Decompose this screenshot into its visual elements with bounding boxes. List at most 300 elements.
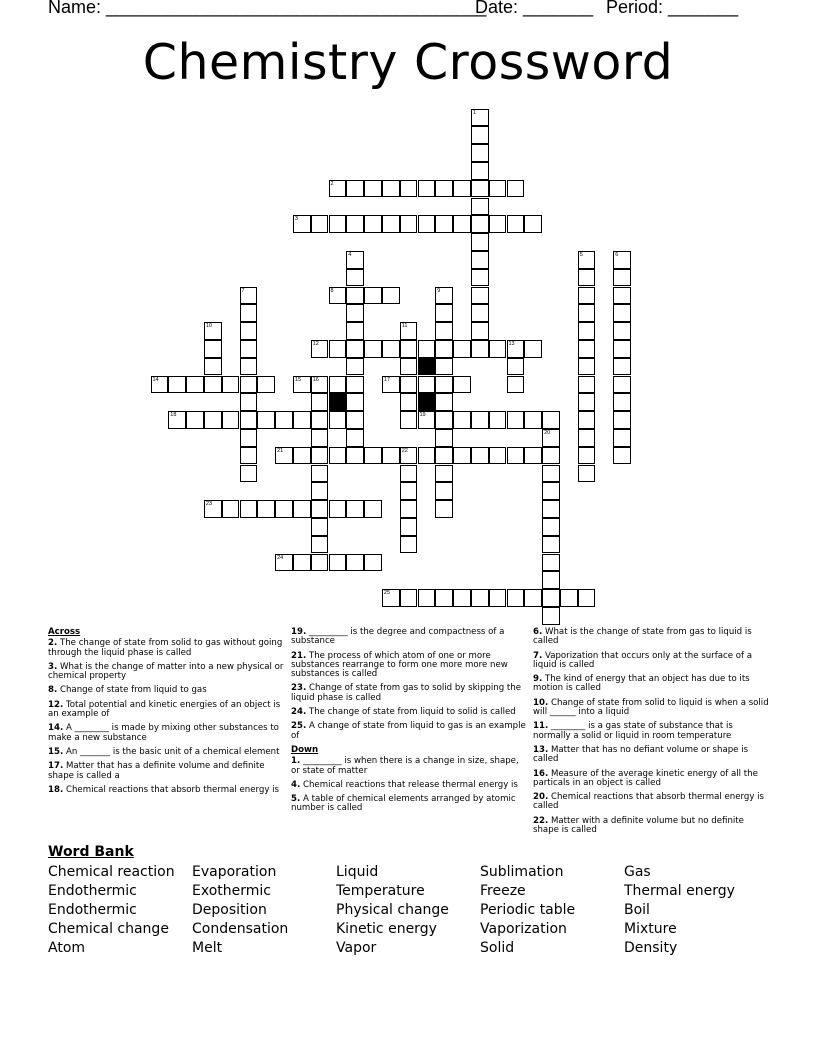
- grid-cell[interactable]: [578, 376, 596, 394]
- grid-cell[interactable]: [542, 571, 560, 589]
- grid-cell[interactable]: [578, 429, 596, 447]
- grid-cell[interactable]: [471, 251, 489, 269]
- grid-cell[interactable]: [346, 500, 364, 518]
- grid-cell[interactable]: [507, 358, 525, 376]
- word-bank-word: Chemical change: [48, 921, 169, 937]
- grid-cell[interactable]: [418, 215, 436, 233]
- grid-cell[interactable]: [222, 376, 240, 394]
- word-bank-word: Condensation: [192, 921, 289, 937]
- grid-cell[interactable]: [400, 482, 418, 500]
- grid-cell[interactable]: [613, 251, 631, 269]
- clue-number-label: 21.: [291, 650, 307, 661]
- clue-item: [533, 675, 769, 694]
- clue-number-label: 1.: [291, 756, 301, 767]
- grid-cell[interactable]: [275, 554, 293, 572]
- clue-item: [291, 684, 527, 703]
- grid-cell[interactable]: [418, 340, 436, 358]
- grid-cell[interactable]: [186, 376, 204, 394]
- grid-cell[interactable]: [507, 447, 525, 465]
- clue-text: Chemical reactions that absorb thermal energy is called: [533, 792, 765, 812]
- clue-number: 5: [579, 251, 583, 258]
- grid-cell[interactable]: [471, 215, 489, 233]
- grid-cell[interactable]: [329, 500, 347, 518]
- grid-cell[interactable]: [311, 536, 329, 554]
- grid-cell[interactable]: [329, 215, 347, 233]
- grid-cell[interactable]: [382, 589, 400, 607]
- grid-cell[interactable]: [400, 376, 418, 394]
- grid-cell[interactable]: [578, 589, 596, 607]
- grid-cell[interactable]: [507, 215, 525, 233]
- grid-cell[interactable]: [435, 340, 453, 358]
- grid-cell[interactable]: [435, 358, 453, 376]
- grid-cell[interactable]: [489, 340, 507, 358]
- grid-cell[interactable]: [311, 518, 329, 536]
- grid-cell[interactable]: [275, 411, 293, 429]
- grid-cell[interactable]: [524, 447, 542, 465]
- grid-cell[interactable]: [364, 340, 382, 358]
- grid-cell[interactable]: [257, 411, 275, 429]
- grid-cell[interactable]: [435, 429, 453, 447]
- grid-cell[interactable]: [560, 589, 578, 607]
- grid-cell[interactable]: [275, 447, 293, 465]
- grid-cell[interactable]: [311, 554, 329, 572]
- grid-cell[interactable]: [364, 287, 382, 305]
- clue-item: [48, 639, 284, 658]
- grid-cell[interactable]: [435, 411, 453, 429]
- grid-cell[interactable]: [204, 411, 222, 429]
- grid-cell[interactable]: [613, 411, 631, 429]
- grid-cell[interactable]: [400, 322, 418, 340]
- grid-cell[interactable]: [400, 215, 418, 233]
- grid-cell[interactable]: [613, 393, 631, 411]
- grid-cell[interactable]: [578, 358, 596, 376]
- clue-text: What is the change of state from gas to liquid is called: [533, 627, 752, 647]
- grid-cell[interactable]: [418, 447, 436, 465]
- grid-cell[interactable]: [471, 233, 489, 251]
- grid-cell[interactable]: [613, 287, 631, 305]
- clue-text: The kind of energy that an object has due to its motion is called: [533, 674, 750, 694]
- grid-cell[interactable]: [204, 376, 222, 394]
- black-square: [418, 358, 436, 376]
- clue-number-label: 7.: [533, 650, 543, 661]
- clue-number-label: 19.: [291, 627, 307, 637]
- grid-cell[interactable]: [435, 393, 453, 411]
- down-heading: Down: [291, 744, 319, 755]
- grid-cell[interactable]: [578, 411, 596, 429]
- grid-cell[interactable]: [240, 358, 258, 376]
- grid-cell[interactable]: [346, 287, 364, 305]
- grid-cell[interactable]: [524, 411, 542, 429]
- grid-cell[interactable]: [400, 447, 418, 465]
- grid-cell[interactable]: [346, 180, 364, 198]
- grid-cell[interactable]: [453, 589, 471, 607]
- clue-text: A table of chemical elements arranged by atomic number is called: [291, 794, 516, 814]
- grid-cell[interactable]: [364, 500, 382, 518]
- grid-cell[interactable]: [240, 340, 258, 358]
- across-heading: Across: [48, 627, 81, 637]
- grid-cell[interactable]: [400, 340, 418, 358]
- grid-cell[interactable]: [346, 340, 364, 358]
- clue-item: [48, 786, 284, 795]
- word-bank-word: Freeze: [480, 883, 526, 899]
- grid-cell[interactable]: [382, 340, 400, 358]
- clue-text: An _______ is the basic unit of a chemical element: [63, 746, 280, 757]
- clue-number-label: 15.: [48, 746, 64, 757]
- clue-item: [48, 724, 284, 743]
- grid-cell[interactable]: [346, 447, 364, 465]
- grid-cell[interactable]: [524, 589, 542, 607]
- grid-cell[interactable]: [542, 536, 560, 554]
- clue-text: Total potential and kinetic energies of an object is an example of: [48, 699, 281, 720]
- grid-cell[interactable]: [346, 322, 364, 340]
- clue-text: ________ is a gas state of substance that is normally a solid or liquid in room temperature: [533, 721, 733, 741]
- word-bank-column: [624, 863, 735, 958]
- grid-cell[interactable]: [400, 393, 418, 411]
- grid-cell[interactable]: [400, 180, 418, 198]
- grid-cell[interactable]: [542, 607, 560, 625]
- clue-item: [48, 748, 284, 757]
- grid-cell[interactable]: [435, 500, 453, 518]
- grid-cell[interactable]: [240, 393, 258, 411]
- grid-cell[interactable]: [382, 376, 400, 394]
- clue-number: 8: [330, 287, 334, 294]
- grid-cell[interactable]: [613, 358, 631, 376]
- clue-number: 12: [312, 340, 319, 347]
- clue-item: [291, 652, 527, 680]
- grid-cell[interactable]: [400, 358, 418, 376]
- clue-number-label: 23.: [291, 683, 307, 694]
- grid-cell[interactable]: [471, 144, 489, 162]
- grid-cell[interactable]: [613, 376, 631, 394]
- grid-cell[interactable]: [329, 180, 347, 198]
- grid-cell[interactable]: [311, 215, 329, 233]
- grid-cell[interactable]: [435, 589, 453, 607]
- clue-number: 11: [401, 323, 408, 330]
- word-bank-word: Liquid: [336, 864, 379, 880]
- grid-cell[interactable]: [418, 411, 436, 429]
- grid-cell[interactable]: [613, 447, 631, 465]
- grid-cell[interactable]: [240, 376, 258, 394]
- grid-cell[interactable]: [168, 376, 186, 394]
- clues-column-3: [533, 628, 769, 840]
- clue-item: [291, 795, 527, 814]
- grid-cell[interactable]: [186, 411, 204, 429]
- grid-cell[interactable]: [471, 340, 489, 358]
- grid-cell[interactable]: [240, 322, 258, 340]
- grid-cell[interactable]: [524, 340, 542, 358]
- clue-text: _________ is when there is a change in size, shape, or state of matter: [291, 756, 519, 776]
- grid-cell[interactable]: [151, 376, 169, 394]
- grid-cell[interactable]: [453, 215, 471, 233]
- clue-number-label: 6.: [533, 627, 543, 637]
- grid-cell[interactable]: [471, 447, 489, 465]
- grid-cell[interactable]: [257, 376, 275, 394]
- grid-cell[interactable]: [542, 518, 560, 536]
- grid-cell[interactable]: [578, 304, 596, 322]
- grid-cell[interactable]: [382, 287, 400, 305]
- grid-cell[interactable]: [275, 500, 293, 518]
- grid-cell[interactable]: [346, 304, 364, 322]
- grid-cell[interactable]: [613, 322, 631, 340]
- grid-cell[interactable]: [471, 162, 489, 180]
- clue-text: The change of state from liquid to solid is called: [306, 707, 516, 718]
- grid-cell[interactable]: [346, 251, 364, 269]
- clue-number-label: 4.: [291, 779, 301, 790]
- clue-number: 4: [348, 251, 352, 258]
- clue-number-label: 2.: [48, 638, 58, 649]
- clue-number: 6: [615, 251, 619, 258]
- clues-column-2: [291, 628, 527, 819]
- date-field[interactable]: Date: _______: [475, 0, 594, 17]
- grid-cell[interactable]: [329, 340, 347, 358]
- grid-cell[interactable]: [346, 393, 364, 411]
- grid-cell[interactable]: [435, 322, 453, 340]
- grid-cell[interactable]: [542, 411, 560, 429]
- grid-cell[interactable]: [507, 376, 525, 394]
- grid-cell[interactable]: [453, 180, 471, 198]
- grid-cell[interactable]: [489, 447, 507, 465]
- grid-cell[interactable]: [578, 340, 596, 358]
- clue-text: A change of state from liquid to gas is an example of: [291, 721, 526, 741]
- grid-cell[interactable]: [257, 500, 275, 518]
- grid-cell[interactable]: [507, 589, 525, 607]
- grid-cell[interactable]: [471, 198, 489, 216]
- grid-cell[interactable]: [613, 269, 631, 287]
- grid-cell[interactable]: [364, 554, 382, 572]
- grid-cell[interactable]: [578, 465, 596, 483]
- grid-cell[interactable]: [311, 340, 329, 358]
- clue-number: 18: [170, 412, 177, 419]
- grid-cell[interactable]: [293, 500, 311, 518]
- grid-cell[interactable]: [578, 393, 596, 411]
- clue-number-label: 5.: [291, 794, 301, 805]
- grid-cell[interactable]: [346, 269, 364, 287]
- word-bank-column: [480, 863, 575, 958]
- grid-cell[interactable]: [435, 287, 453, 305]
- grid-cell[interactable]: [542, 482, 560, 500]
- word-bank-title: Word Bank: [48, 844, 134, 860]
- grid-cell[interactable]: [400, 518, 418, 536]
- word-bank-word: Endothermic: [48, 902, 137, 918]
- grid-cell[interactable]: [311, 429, 329, 447]
- grid-cell[interactable]: [240, 411, 258, 429]
- grid-cell[interactable]: [578, 287, 596, 305]
- clue-item: [291, 757, 527, 776]
- clues-column-1: [48, 628, 284, 800]
- grid-cell[interactable]: [293, 447, 311, 465]
- clue-number: 13: [508, 340, 515, 347]
- grid-cell[interactable]: [542, 500, 560, 518]
- grid-cell[interactable]: [542, 589, 560, 607]
- clue-text: Vaporization that occurs only at the surface of a liquid is called: [533, 650, 753, 670]
- page-title: Chemistry Crossword: [142, 34, 674, 91]
- grid-cell[interactable]: [613, 304, 631, 322]
- clue-number-label: 24.: [291, 707, 307, 718]
- clue-item: [48, 762, 284, 781]
- clue-number: 3: [294, 216, 298, 223]
- grid-cell[interactable]: [311, 500, 329, 518]
- grid-cell[interactable]: [471, 269, 489, 287]
- grid-cell[interactable]: [435, 180, 453, 198]
- grid-cell[interactable]: [240, 465, 258, 483]
- grid-cell[interactable]: [293, 376, 311, 394]
- grid-cell[interactable]: [418, 589, 436, 607]
- clue-item: [48, 701, 284, 720]
- grid-cell[interactable]: [524, 215, 542, 233]
- grid-cell[interactable]: [382, 215, 400, 233]
- grid-cell[interactable]: [346, 358, 364, 376]
- grid-cell[interactable]: [311, 482, 329, 500]
- grid-cell[interactable]: [329, 554, 347, 572]
- word-bank-word: Vaporization: [480, 921, 567, 937]
- grid-cell[interactable]: [400, 589, 418, 607]
- word-bank-column: [192, 863, 288, 958]
- clue-text: Matter with a definite volume but no definite shape is called: [533, 815, 744, 836]
- grid-cell[interactable]: [489, 589, 507, 607]
- word-bank-word: Evaporation: [192, 864, 277, 880]
- clue-number-label: 25.: [291, 721, 307, 732]
- grid-cell[interactable]: [364, 215, 382, 233]
- grid-cell[interactable]: [613, 340, 631, 358]
- grid-cell[interactable]: [418, 180, 436, 198]
- grid-cell[interactable]: [346, 429, 364, 447]
- grid-cell[interactable]: [613, 429, 631, 447]
- clue-number-label: 16.: [533, 768, 549, 779]
- grid-cell[interactable]: [364, 180, 382, 198]
- period-field[interactable]: Period: _______: [606, 0, 739, 17]
- grid-cell[interactable]: [471, 109, 489, 127]
- grid-cell[interactable]: [542, 429, 560, 447]
- clue-number-label: 17.: [48, 761, 64, 772]
- clue-text: The process of which atom of one or more substances rearrange to form one more more new substances is called: [291, 650, 508, 680]
- grid-cell[interactable]: [453, 447, 471, 465]
- grid-cell[interactable]: [435, 376, 453, 394]
- grid-cell[interactable]: [471, 180, 489, 198]
- grid-cell[interactable]: [542, 465, 560, 483]
- clue-text: What is the change of matter into a new physical or chemical property: [48, 661, 284, 682]
- grid-cell[interactable]: [222, 500, 240, 518]
- grid-cell[interactable]: [578, 322, 596, 340]
- clue-item: [533, 817, 769, 836]
- name-field[interactable]: Name: ______________________________________: [48, 0, 487, 17]
- grid-cell[interactable]: [542, 447, 560, 465]
- clue-number: 20: [544, 429, 551, 436]
- clue-text: Chemical reactions that release thermal energy is: [300, 779, 518, 790]
- grid-cell[interactable]: [453, 411, 471, 429]
- grid-cell[interactable]: [400, 465, 418, 483]
- grid-cell[interactable]: [507, 340, 525, 358]
- grid-cell[interactable]: [471, 126, 489, 144]
- grid-cell[interactable]: [204, 358, 222, 376]
- grid-cell[interactable]: [471, 304, 489, 322]
- grid-cell[interactable]: [204, 340, 222, 358]
- grid-cell[interactable]: [489, 180, 507, 198]
- grid-cell[interactable]: [240, 429, 258, 447]
- grid-cell[interactable]: [311, 376, 329, 394]
- grid-cell[interactable]: [240, 304, 258, 322]
- grid-cell[interactable]: [329, 376, 347, 394]
- grid-cell[interactable]: [489, 215, 507, 233]
- grid-cell[interactable]: [204, 322, 222, 340]
- grid-cell[interactable]: [578, 447, 596, 465]
- clue-number: 25: [383, 590, 391, 597]
- grid-cell[interactable]: [435, 215, 453, 233]
- grid-cell[interactable]: [435, 465, 453, 483]
- grid-cell[interactable]: [311, 447, 329, 465]
- grid-cell[interactable]: [400, 500, 418, 518]
- grid-cell[interactable]: [471, 411, 489, 429]
- grid-cell[interactable]: [578, 251, 596, 269]
- grid-cell[interactable]: [435, 304, 453, 322]
- grid-cell[interactable]: [453, 340, 471, 358]
- grid-cell[interactable]: [346, 215, 364, 233]
- grid-cell[interactable]: [471, 287, 489, 305]
- grid-cell[interactable]: [507, 411, 525, 429]
- clue-number-label: 14.: [48, 723, 64, 734]
- grid-cell[interactable]: [471, 322, 489, 340]
- grid-cell[interactable]: [346, 376, 364, 394]
- grid-cell[interactable]: [578, 269, 596, 287]
- grid-cell[interactable]: [435, 482, 453, 500]
- clue-number-label: 11.: [533, 721, 549, 732]
- word-bank-word: Kinetic energy: [336, 921, 437, 937]
- grid-cell[interactable]: [168, 411, 186, 429]
- grid-cell[interactable]: [418, 376, 436, 394]
- word-bank-word: Boil: [624, 902, 650, 918]
- grid-cell[interactable]: [400, 536, 418, 554]
- word-bank-word: Melt: [192, 940, 223, 956]
- grid-cell[interactable]: [204, 500, 222, 518]
- clue-text: Change of state from solid to liquid is when a solid will ______ into a liquid: [533, 697, 769, 718]
- grid-cell[interactable]: [240, 500, 258, 518]
- grid-cell[interactable]: [293, 411, 311, 429]
- clue-item: [291, 781, 527, 790]
- grid-cell[interactable]: [542, 554, 560, 572]
- grid-cell[interactable]: [364, 447, 382, 465]
- grid-cell[interactable]: [329, 287, 347, 305]
- grid-cell[interactable]: [400, 411, 418, 429]
- grid-cell[interactable]: [507, 180, 525, 198]
- grid-cell[interactable]: [311, 393, 329, 411]
- grid-cell[interactable]: [489, 411, 507, 429]
- grid-cell[interactable]: [329, 447, 347, 465]
- clue-text: Matter that has no defiant volume or shape is called: [533, 744, 749, 765]
- grid-cell[interactable]: [471, 589, 489, 607]
- word-bank-word: Periodic table: [480, 902, 576, 918]
- grid-cell[interactable]: [346, 411, 364, 429]
- clue-number-label: 9.: [533, 674, 543, 685]
- clue-number: 17: [383, 376, 391, 383]
- grid-cell[interactable]: [346, 554, 364, 572]
- grid-cell[interactable]: [222, 411, 240, 429]
- grid-cell[interactable]: [382, 447, 400, 465]
- clue-number: 24: [277, 554, 284, 561]
- grid-cell[interactable]: [293, 554, 311, 572]
- clue-text: Measure of the average kinetic energy of all the particals in an object is called: [533, 768, 758, 788]
- grid-cell[interactable]: [382, 180, 400, 198]
- grid-cell[interactable]: [329, 411, 347, 429]
- grid-cell[interactable]: [293, 215, 311, 233]
- grid-cell[interactable]: [453, 376, 471, 394]
- grid-cell[interactable]: [311, 411, 329, 429]
- word-bank-column: [48, 863, 175, 958]
- grid-cell[interactable]: [240, 287, 258, 305]
- grid-cell[interactable]: [240, 447, 258, 465]
- grid-cell[interactable]: [311, 465, 329, 483]
- grid-cell[interactable]: [435, 447, 453, 465]
- clue-item: [291, 708, 527, 717]
- clue-item: [48, 663, 284, 682]
